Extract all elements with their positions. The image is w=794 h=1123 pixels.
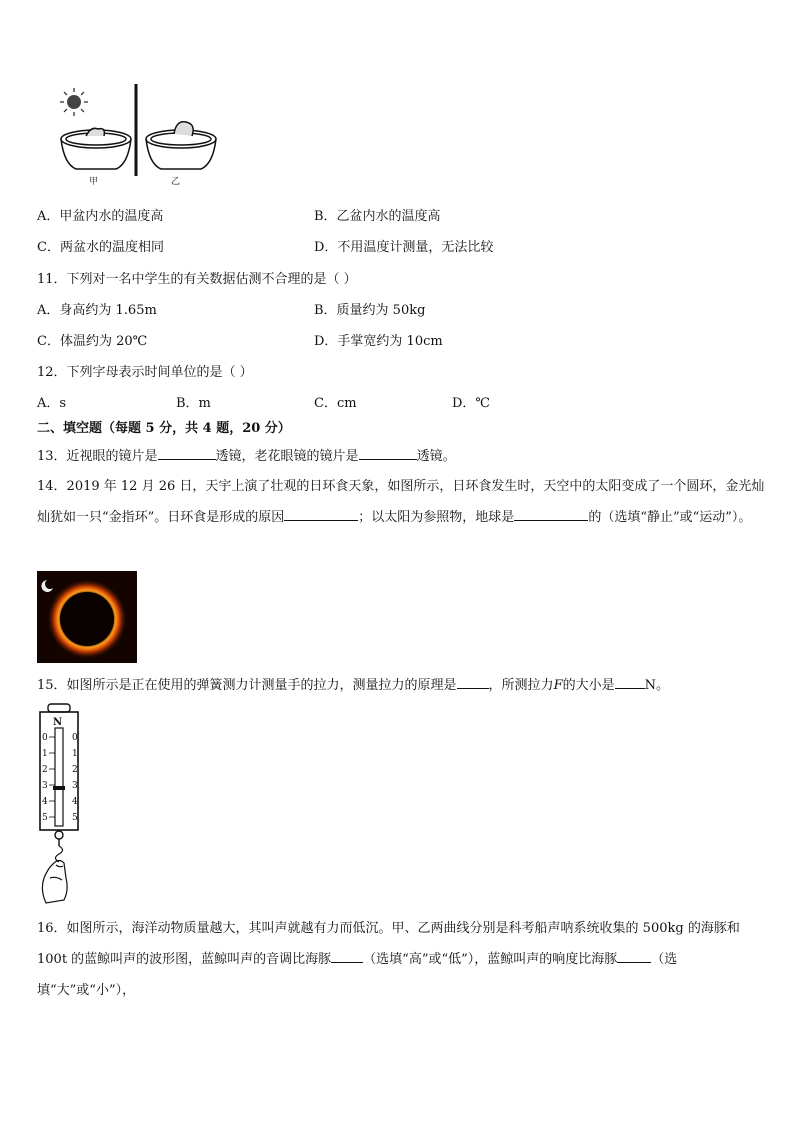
q14-blank-1[interactable]: [284, 508, 358, 521]
q16-blank-1[interactable]: [331, 950, 363, 963]
q10-option-b: B．乙盆内水的温度高: [314, 209, 441, 224]
label-yi: 乙: [171, 177, 181, 187]
q13: [37, 447, 456, 466]
basin-a: [61, 128, 131, 169]
q15-var: F: [553, 678, 563, 693]
scale-mark-left: 1: [42, 749, 48, 759]
q12-stem: 12．下列字母表示时间单位的是（ ）: [37, 365, 253, 380]
q16-blank-2[interactable]: [617, 950, 651, 963]
q15-part2: ，所测拉力: [488, 678, 554, 693]
scale-mark-right: 1: [72, 749, 78, 759]
q12-option-a: A．s: [37, 396, 67, 411]
q11-option-c: C．体温约为 20℃: [37, 334, 148, 349]
scale-mark-right: 0: [72, 733, 78, 743]
label-jia: 甲: [89, 177, 99, 187]
spring-scale-figure: [36, 700, 96, 905]
scale-unit-label: N: [53, 717, 63, 728]
scale-mark-right: 5: [72, 813, 78, 823]
q10-option-d: D．不用温度计测量，无法比较: [314, 240, 494, 255]
sun-icon: [60, 88, 88, 116]
q13-part1: 13．近视眼的镜片是: [37, 449, 158, 464]
q11-option-b: B．质量约为 50kg: [314, 303, 426, 318]
scale-mark-right: 3: [72, 781, 78, 791]
eclipse-photo: [37, 571, 137, 663]
section-heading: 二、填空题（每题 5 分，共 4 题，20 分）: [37, 421, 291, 436]
q15-blank-2[interactable]: [615, 676, 645, 689]
q11-option-a: A．身高约为 1.65m: [37, 303, 157, 318]
scale-mark-left: 0: [42, 733, 48, 743]
scale-mark-left: 3: [42, 781, 48, 791]
q14-blank-2[interactable]: [514, 508, 588, 521]
q16-text: 16．如图所示，海洋动物质量越大，其叫声就越有力而低沉。甲、乙两曲线分别是科考船声呐系统收集的 500kg 的海豚和 100t 的蓝鲸叫声的波形图，蓝鲸叫声的音调比海豚: [37, 921, 740, 967]
q15-part3: 的大小是: [562, 678, 615, 693]
q11-stem: 11．下列对一名中学生的有关数据估测不合理的是（ ）: [37, 272, 357, 287]
scale-mark-left: 4: [42, 797, 48, 807]
q15-blank-1[interactable]: [457, 676, 489, 689]
scale-mark-right: 4: [72, 797, 78, 807]
q10-option-c: C．两盆水的温度相同: [37, 240, 164, 255]
q16: [37, 913, 767, 1006]
q14-part3: 的（选填“静止”或“运动”）。: [588, 510, 752, 525]
q14-part2: ；以太阳为参照物，地球是: [358, 510, 515, 525]
q13-blank-1[interactable]: [158, 447, 216, 460]
q14-part1: 14．2019 年 12 月 26 日，天宇上演了壮观的日环食天象，如图所示，日环食发生时，天空中的太阳变成了一个圆环，金光灿灿犹如一只“金指环”。日环食是形成的原因: [37, 479, 765, 525]
q11-option-d: D．手掌宽约为 10cm: [314, 334, 443, 349]
q12-option-b: B．m: [176, 396, 211, 411]
scale-pointer: [53, 786, 65, 790]
q10-option-a: A．甲盆内水的温度高: [37, 209, 164, 224]
q15-part1: 15．如图所示是正在使用的弹簧测力计测量手的拉力，测量拉力的原理是: [37, 678, 457, 693]
q16-part2: （选填“高”或“低”），蓝鲸叫声的响度比海豚: [363, 952, 618, 967]
q14: [37, 471, 767, 533]
q13-part2: 透镜，老花眼镜的镜片是: [215, 449, 359, 464]
scale-mark-left: 5: [42, 813, 48, 823]
q15: [37, 676, 669, 695]
q12-option-c: C．cm: [314, 396, 357, 411]
basin-figure: [36, 84, 256, 194]
scale-mark-left: 2: [42, 765, 48, 775]
scale-mark-right: 2: [72, 765, 78, 775]
q15-part4: N。: [644, 678, 669, 693]
q13-part3: 透镜。: [416, 449, 456, 464]
q12-option-d: D．℃: [452, 396, 490, 411]
hand-icon: [42, 861, 67, 904]
basin-b: [146, 122, 216, 169]
q16-part3: （选填“大”或“小”），: [37, 952, 678, 998]
q13-blank-2[interactable]: [359, 447, 417, 460]
